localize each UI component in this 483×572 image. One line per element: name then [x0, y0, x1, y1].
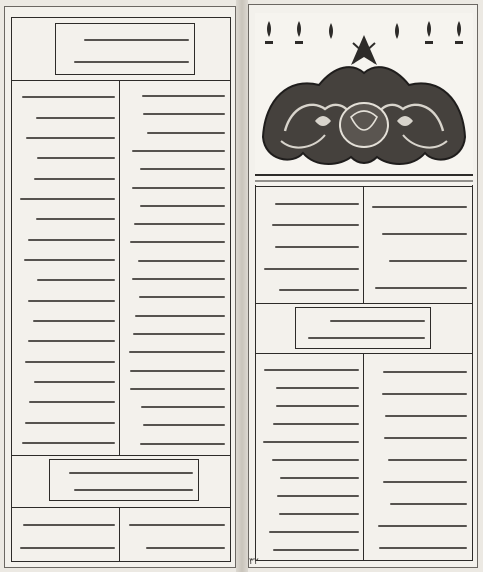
verse-line — [129, 351, 225, 353]
verse-line — [279, 513, 359, 515]
verse-line — [272, 224, 359, 226]
verse-line — [273, 423, 359, 425]
verse-line — [28, 340, 115, 342]
verse-line — [146, 547, 225, 549]
verse-line — [279, 289, 359, 291]
verse-line — [140, 443, 225, 445]
verse-line — [20, 198, 115, 200]
verse-line — [269, 531, 359, 533]
verse-line — [129, 524, 225, 526]
verse-line — [140, 205, 225, 207]
verse-line — [384, 437, 467, 439]
verse-line — [29, 401, 115, 403]
footer-rule-bottom — [11, 507, 231, 508]
verse-line — [135, 315, 225, 317]
verse-line — [84, 39, 189, 41]
verse-line — [275, 246, 359, 248]
verse-line — [383, 371, 467, 373]
verse-line — [26, 137, 115, 139]
verse-line — [132, 278, 225, 280]
verse-line — [22, 442, 115, 444]
middle-rule-bottom — [255, 353, 473, 354]
top-panel-divider — [363, 186, 364, 303]
verse-line — [372, 206, 467, 208]
header-panel — [55, 23, 195, 75]
verse-line — [143, 424, 225, 426]
verse-line — [138, 260, 225, 262]
footer-rule-top — [11, 455, 231, 456]
verse-line — [139, 296, 225, 298]
verse-line — [276, 405, 359, 407]
verse-line — [385, 415, 467, 417]
verse-line — [25, 422, 115, 424]
verse-line — [379, 547, 467, 549]
headpiece-rule — [255, 186, 473, 187]
verse-line — [272, 459, 359, 461]
verse-line — [36, 218, 115, 220]
verse-line — [383, 481, 467, 483]
middle-rule-top — [255, 303, 473, 304]
verse-line — [133, 333, 225, 335]
verse-line — [28, 239, 115, 241]
bottom-panel-divider — [363, 353, 364, 561]
verse-line — [264, 268, 359, 270]
verse-line — [375, 287, 467, 289]
verse-line — [132, 187, 225, 189]
verse-line — [24, 259, 115, 261]
medallion-icon — [340, 103, 388, 147]
verse-line — [147, 132, 225, 134]
verse-line — [141, 406, 225, 408]
verse-line — [276, 387, 359, 389]
left-folio — [4, 6, 236, 568]
folio-number: ٣٢ — [249, 557, 259, 567]
verse-line — [263, 441, 359, 443]
verse-line — [330, 320, 425, 322]
verse-line — [37, 279, 115, 281]
verse-line — [20, 547, 115, 549]
verse-line — [273, 549, 359, 551]
footer-panel — [49, 459, 199, 501]
verse-line — [264, 369, 359, 371]
verse-line — [34, 381, 115, 383]
verse-line — [28, 300, 115, 302]
verse-line — [22, 96, 115, 98]
right-folio — [248, 4, 478, 568]
verse-line — [308, 337, 425, 339]
verse-line — [130, 241, 225, 243]
verse-line — [36, 117, 115, 119]
verse-line — [388, 459, 467, 461]
verse-line — [23, 524, 115, 526]
verse-line — [33, 320, 115, 322]
verse-line — [280, 477, 359, 479]
column-divider — [119, 80, 120, 455]
header-rule — [11, 80, 231, 81]
verse-line — [74, 489, 193, 491]
verse-line — [34, 178, 115, 180]
verse-line — [390, 503, 467, 505]
verse-line — [275, 203, 359, 205]
verse-line — [37, 157, 115, 159]
verse-line — [130, 370, 225, 372]
verse-line — [130, 388, 225, 390]
verse-line — [389, 260, 467, 262]
book-gutter — [236, 0, 248, 572]
footer-divider — [119, 507, 120, 562]
verse-line — [382, 393, 467, 395]
verse-line — [378, 525, 467, 527]
verse-line — [140, 168, 225, 170]
verse-line — [382, 233, 467, 235]
verse-line — [69, 472, 193, 474]
verse-line — [25, 361, 115, 363]
verse-line — [74, 61, 189, 63]
verse-line — [142, 95, 225, 97]
illuminated-headpiece — [255, 13, 473, 185]
verse-line — [143, 113, 225, 115]
verse-line — [132, 150, 225, 152]
middle-band — [295, 307, 431, 349]
verse-line — [277, 495, 359, 497]
verse-line — [134, 223, 225, 225]
